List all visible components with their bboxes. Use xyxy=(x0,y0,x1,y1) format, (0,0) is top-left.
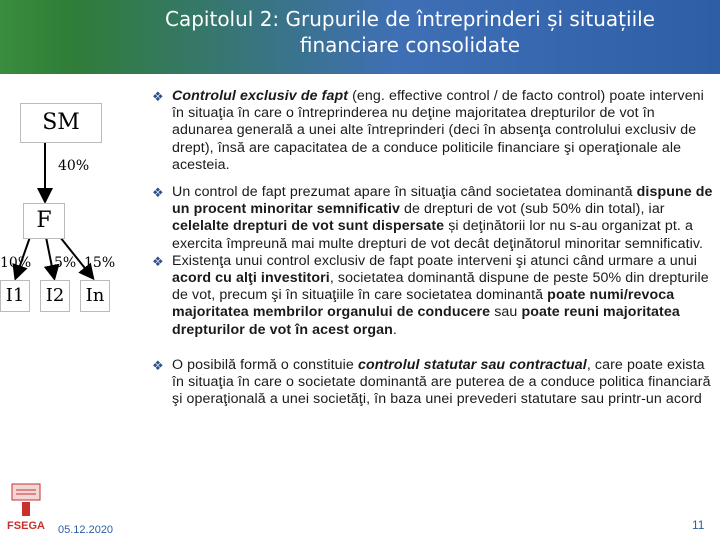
arrow-f-to-i2 xyxy=(46,237,54,277)
bullet-effective-control xyxy=(148,88,716,174)
bullet3-bold-2: poate numi/revoca majoritatea membrilor organului de conducere xyxy=(172,287,675,321)
diamond-bullet-icon: ❖ xyxy=(152,357,164,373)
bullet4-bold-1: controlul statutar sau contractual xyxy=(357,356,587,373)
title-line-1: Capitolul 2: Grupurile de întreprinderi și situațiile xyxy=(165,7,655,31)
footer-date: 05.12.2020 xyxy=(58,524,114,536)
bullet3-bold-3: poate reuni majoritatea drepturilor de vot în acest organ xyxy=(172,304,680,338)
bullet2-bold-1: dispune de un procent minoritar semnificativ xyxy=(172,184,713,218)
bullet3-text-2: , societatea dominantă dispune de peste 50% din drepturile de vot, precum şi în situaţiile în care societatea dominantă xyxy=(172,270,709,304)
slide-title xyxy=(110,6,710,58)
diamond-bullet-icon: ❖ xyxy=(152,89,164,104)
diamond-bullet-icon: ❖ xyxy=(152,185,164,201)
f-node: F xyxy=(23,203,65,239)
bullet2-text-3: și deţinătorii lor nu s-au organizat pt. a exercita împreună mai multe drepturi de vot decât deţinătorul minoritar semnificativ. xyxy=(172,218,704,252)
sm-node: SM xyxy=(20,103,102,143)
bullet2-text-2: de drepturi de vot (sub 50% din total), iar xyxy=(399,201,665,218)
diamond-bullet-icon: ❖ xyxy=(152,253,164,269)
bullet2-bold-2: celelalte drepturi de vot sunt dispersate xyxy=(172,218,445,235)
pct-in: 15% xyxy=(84,255,116,271)
page-number: 11 xyxy=(692,518,705,532)
in-node: In xyxy=(80,280,110,312)
fsega-logo-icon xyxy=(2,482,50,534)
bullet4-text-2: , care poate exista în situaţia în care o societate dominantă are puterea de a conduce politica financiară şi operaţională a unei societăţi, în baza unei prevederi statutare sau printr-un acord xyxy=(172,356,711,408)
i2-node: I2 xyxy=(40,280,70,312)
logo-text: FSEGA xyxy=(7,520,45,532)
title-line-2: financiare consolidate xyxy=(299,33,521,57)
bullet4-text-1: O posibilă formă o constituie xyxy=(172,356,358,373)
bullet2-text-1: Un control de fapt prezumat apare în situaţia când societatea dominantă xyxy=(172,184,637,201)
bullet3-bold-1: acord cu alţi investitori xyxy=(172,270,330,287)
bullet-statutory-control xyxy=(148,357,716,409)
bullet1-text: (eng. effective control / de facto control) poate interveni în situaţia în care o întreprinderea nu deţine majoritatea drepturilor de vot în adunarea generală a unei alte întreprinderi (deci în absenţa controlului exclusiv de drept), însă are capacitatea de a conduce politicile financiare şi operaţionale ale acesteia. xyxy=(172,88,704,173)
bullet3-text-1: Existenţa unui control exclusiv de fapt poate interveni şi atunci când urmare a unui xyxy=(172,252,697,269)
fsega-logo xyxy=(2,482,50,534)
bullet-agreement-control xyxy=(148,253,716,339)
bullet3-text-3: sau xyxy=(490,304,522,321)
header-divider xyxy=(0,74,720,77)
bullet1-bold-lead: Controlul exclusiv de fapt xyxy=(172,88,349,104)
control-diagram xyxy=(0,95,135,335)
i1-node: I1 xyxy=(0,280,30,312)
bullet3-text-4: . xyxy=(392,321,397,338)
pct-i2: 5% xyxy=(54,255,77,271)
bullet-list xyxy=(148,88,716,408)
bullet-presumed-control xyxy=(148,184,716,253)
pct-sm-f: 40% xyxy=(58,158,90,174)
pct-i1: 10% xyxy=(0,255,32,271)
